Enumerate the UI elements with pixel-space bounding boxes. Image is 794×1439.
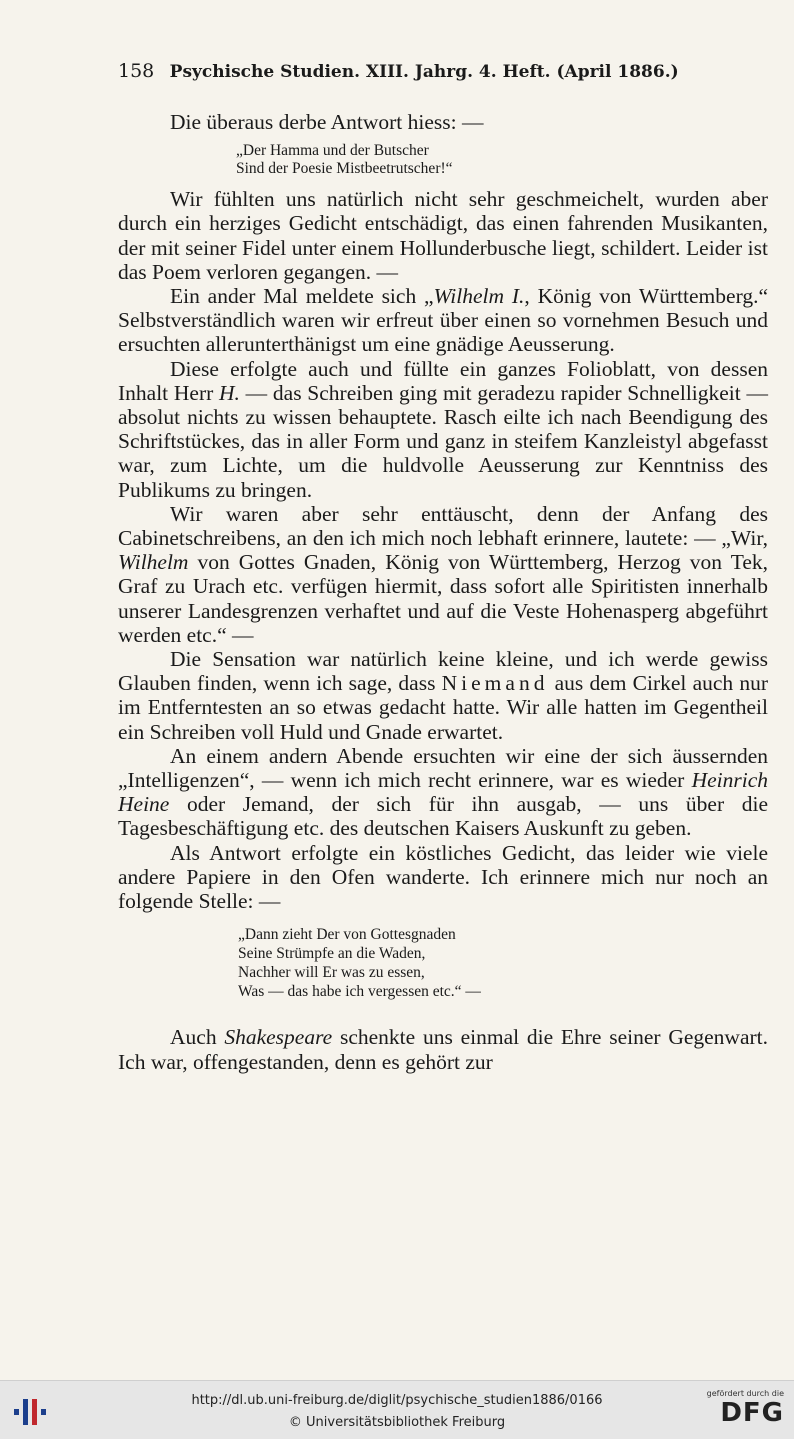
paragraph: Die Sensation war natürlich keine kleine, und ich werde gewiss Glauben finden, wenn ich sage, dass Niemand aus dem Cirkel auch nur im Entferntesten an so etwas gedacht hatte. Wir alle hatten im Gegentheil ein Schreiben voll Huld und Gnade erwartet. [118,647,768,744]
paragraph: Wir waren aber sehr enttäuscht, denn der Anfang des Cabinetschreibens, an den ich mich noch lebhaft erinnere, lautete: — „Wir, Wilhelm von Gottes Gnaden, König von Württemberg, Herzog von Tek, Graf zu Urach etc. verfügen hiermit, dass sofort alle Spiritisten innerhalb unserer Landesgrenzen verhaftet und auf die Veste Hohenasperg abgeführt werden etc.“ — [118,501,768,647]
italic-name: Wilhelm [118,550,189,575]
italic-name: Shakespeare [224,1025,333,1050]
verse-line: Nachher will Er was zu essen, [238,964,425,982]
italic-name: Heinrich Heine [118,768,768,817]
viewer-footer [0,1380,794,1439]
running-title: Psychische Studien. XIII. Jahrg. 4. Heft. (April 1886.) [169,62,679,82]
running-header [118,60,768,82]
paragraph: Als Antwort erfolgte ein köstliches Gedicht, das leider wie viele andere Papiere in den Ofen wanderte. Ich erinnere mich nur noch an folgende Stelle: — [118,840,768,914]
verse-line: „Der Hamma und der Butscher [236,142,429,160]
dfg-wordmark: DFG [720,1398,784,1428]
verse-line: Sind der Poesie Mistbeetrutscher!“ [236,159,453,177]
permalink-url[interactable]: http://dl.ub.uni-freiburg.de/diglit/psychische_studien1886/0166 [191,1393,603,1408]
spaced-word: Niemand [441,671,549,696]
paragraph: Ein ander Mal meldete sich „Wilhelm I., König von Württemberg.“ Selbstverständlich waren wir erfreut über einen so vornehmen Besuch und ersuchten allerunterthänigst um eine gnädige Aeusserung. [118,284,769,357]
verse-quote-1 [236,142,768,177]
paragraph: Diese erfolgte auch und füllte ein ganzes Folioblatt, von dessen Inhalt Herr H. — das Schreiben ging mit geradezu rapider Schnelligkeit — absolut nichts zu wissen behauptete. Rasch eilte ich nach Beendigung des Schriftstückes, das in aller Form und ganz in steifem Kanzleistyl abgefasst war, zum Lichte, um die huldvolle Aeusserung zur Kenntniss des Publikums zu bringen. [118,356,768,502]
italic-name: H. [219,380,240,405]
verse-line: Seine Strümpfe an die Waden, [238,945,426,963]
funder-note: gefördert durch die [706,1389,784,1398]
page-number: 158 [118,60,155,82]
paragraph: Wir fühlten uns natürlich nicht sehr geschmeichelt, wurden aber durch ein herziges Gedicht entschädigt, das einen fahrenden Musikanten, der mit seiner Fidel unter einem Hollunderbusche liegt, schildert. Leider ist das Poem verloren gegangen. — [118,187,768,284]
verse-line: Was — das habe ich vergessen etc.“ — [238,983,481,1001]
article-body [118,110,768,1074]
verse-line: „Dann zieht Der von Gottesgnaden [238,926,456,944]
paragraph: An einem andern Abende ersuchten wir eine der sich äussernden „Intelligenzen“, — wenn ich mich recht erinnere, war es wieder Heinrich Heine oder Jemand, der sich für ihn ausgab, — uns über die Tagesbeschäftigung etc. des deutschen Kaisers Auskunft zu geben. [118,743,768,841]
italic-name: Wilhelm I. [433,284,525,309]
dfg-logo [704,1389,784,1435]
paragraph: Auch Shakespeare schenkte uns einmal die Ehre seiner Gegenwart. Ich war, offengestanden, denn es gehört zur [118,1025,769,1074]
verse-quote-2 [238,925,768,1001]
copyright-text: © Universitätsbibliothek Freiburg [288,1415,506,1430]
paragraph: Die überaus derbe Antwort hiess: — [170,110,484,134]
